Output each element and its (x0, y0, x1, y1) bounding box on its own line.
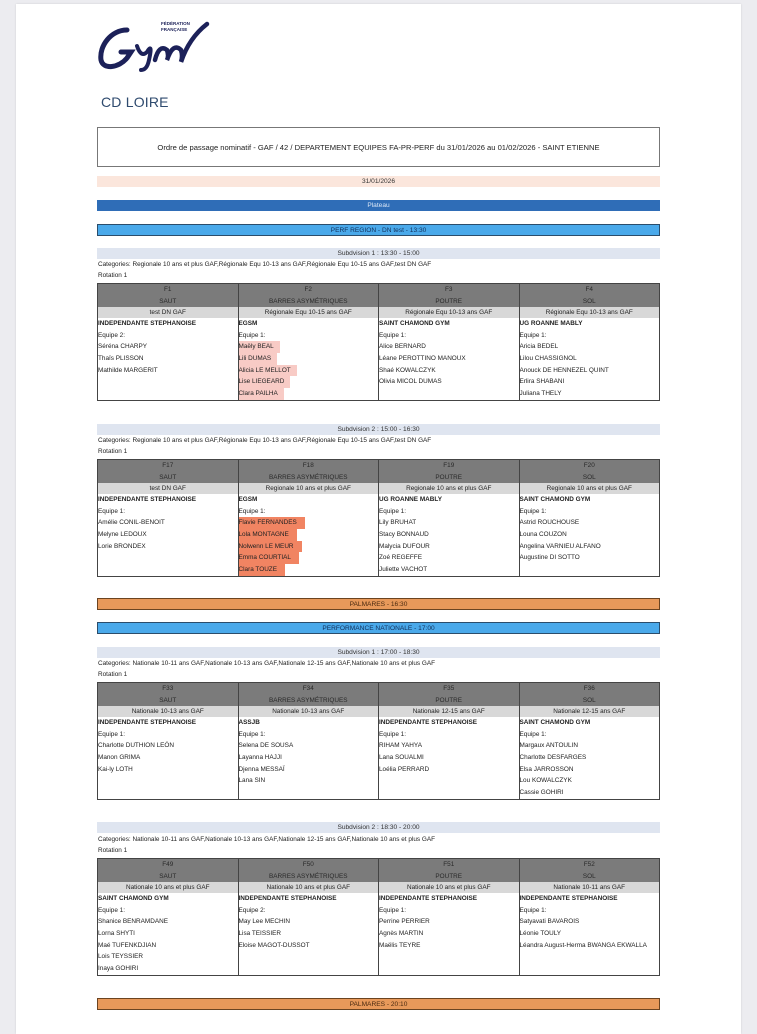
gymnast-name-text: Inaya GOHIRI (98, 965, 139, 973)
gymnast-name-text: Mathilde MARGERIT (98, 366, 158, 374)
gymnast-name-text: Eloise MAGOT-DUSSOT (238, 941, 310, 949)
gymnast-name (98, 517, 238, 529)
team-label: Equipe 1: (238, 507, 266, 515)
logo-subtitle-line2: FRANÇAISE (161, 27, 188, 32)
gymnast-name-text: Stacy BONNAUD (379, 531, 429, 539)
gymnast-name (520, 928, 660, 940)
team-label: Equipe 1: (519, 730, 547, 738)
gymnast-name (520, 541, 660, 553)
apparatus-header (379, 683, 520, 707)
logo-subtitle-line1: FÉDÉRATION (161, 21, 190, 26)
empty-row (98, 564, 238, 576)
categories-text: Categories: Nationale 10-11 ans GAF,Nationale 10-13 ans GAF,Nationale 12-15 ans GAF,Nationale 10 ans et plus GAF (98, 836, 435, 843)
station-code: F34 (302, 685, 314, 692)
gymnast-name-text: Lili DUMAS (239, 353, 278, 365)
team-label: Equipe 1: (519, 906, 547, 914)
gymnast-name (379, 916, 519, 928)
empty-row (98, 552, 238, 564)
gymnast-name-text: Anouck DE HENNEZEL QUINT (519, 366, 609, 374)
gymnast-name-text: Louna COUZON (519, 531, 567, 539)
gymnast-name-text: Lou KOWALCZYK (519, 777, 572, 785)
rotation-label: Rotation 1 (98, 847, 128, 854)
empty-row (379, 787, 519, 799)
gymnast-name-text: Selena DE SOUSA (238, 742, 294, 750)
team-cell (238, 717, 379, 799)
gymnast-name-text: Angelina VARNIEU ALFANO (519, 542, 601, 550)
category-cell: Régionale Equ 10-15 ans GAF (238, 307, 379, 318)
gymnast-name-text: Alice BERNARD (379, 343, 426, 351)
gymnast-name-text: Alicia LE MELLOT (239, 365, 297, 377)
gymnast-name (98, 752, 238, 764)
apparatus-name: POUTRE (435, 696, 463, 704)
team-label: Equipe 1: (238, 331, 266, 339)
gymnast-name-text: Lorie BRONDEX (98, 542, 146, 550)
category-cell: Regionale 10 ans et plus GAF (238, 483, 379, 494)
club-name: UG ROANNE MABLY (519, 320, 583, 327)
gymnast-name (379, 940, 519, 952)
apparatus-header (238, 284, 379, 308)
gymnast-name-text: Margaux ANTOULIN (519, 742, 578, 750)
category-cell: test DN GAF (98, 483, 239, 494)
apparatus-header (519, 683, 660, 707)
category-cell: Nationale 10-11 ans GAF (519, 882, 660, 893)
gymnast-name (520, 740, 660, 752)
club-name: INDEPENDANTE STEPHANOISE (519, 895, 618, 902)
subdivision-header: Subdvision 1 : 17:00 - 18:30 (97, 647, 660, 658)
apparatus-name: SOL (582, 696, 596, 704)
gymnast-name (520, 752, 660, 764)
apparatus-header (519, 284, 660, 308)
gymnast-name (520, 365, 660, 377)
gymnast-name-text: Clara TOUZE (239, 564, 285, 576)
club-name: INDEPENDANTE STEPHANOISE (379, 719, 478, 726)
apparatus-name: SAUT (159, 872, 177, 880)
apparatus-header (379, 284, 520, 308)
empty-row (520, 951, 660, 963)
gymnast-name (379, 928, 519, 940)
gymnast-name-text: Nolwenn LE MEUR (239, 541, 302, 553)
gymnast-name (98, 529, 238, 541)
gymnast-name (379, 764, 519, 776)
gymnast-name-text: Maëlis TEYRE (379, 941, 421, 949)
rotation-table (97, 283, 660, 401)
rotation-label: Rotation 1 (98, 671, 128, 678)
category-cell: Regionale 10 ans et plus GAF (379, 483, 520, 494)
apparatus-header (379, 859, 520, 883)
category-cell: Regionale 10 ans et plus GAF (519, 483, 660, 494)
category-cell: Nationale 10 ans et plus GAF (98, 882, 239, 893)
apparatus-name: SAUT (159, 473, 177, 481)
gymnast-name (239, 365, 379, 377)
empty-row (98, 388, 238, 400)
gymnast-name (239, 376, 379, 388)
gymnast-name (239, 353, 379, 365)
station-code: F18 (302, 462, 314, 469)
apparatus-name: POUTRE (435, 872, 463, 880)
gymnast-name (239, 775, 379, 787)
org-title: CD LOIRE (101, 94, 169, 110)
gymnast-name-text: Amélie CONIL-BENOIT (98, 519, 165, 527)
team-cell (379, 494, 520, 576)
apparatus-header (98, 284, 239, 308)
gymnast-name (98, 365, 238, 377)
gymnast-name (379, 752, 519, 764)
station-code: F36 (583, 685, 595, 692)
station-code: F19 (443, 462, 455, 469)
gymnast-name-text: Maé TUFENKDJIAN (98, 941, 157, 949)
gymnast-name (98, 764, 238, 776)
gymnast-name-text: Lise LIEGEARD (239, 376, 291, 388)
gymnast-name (520, 916, 660, 928)
gymnast-name-text: Melyne LEDOUX (98, 531, 147, 539)
station-code: F52 (583, 861, 595, 868)
gymnast-name-text: Zoé REGEFFE (379, 554, 422, 562)
apparatus-name: SOL (582, 473, 596, 481)
gymnast-name (379, 365, 519, 377)
gymnast-name-text: Shaé KOWALCZYK (379, 366, 436, 374)
gymnast-name-text: Kai-ly LOTH (98, 765, 133, 773)
gymnast-name (239, 388, 379, 400)
team-label: Equipe 1: (98, 906, 126, 914)
team-cell (238, 318, 379, 400)
apparatus-name: SAUT (159, 696, 177, 704)
station-code: F33 (162, 685, 174, 692)
category-cell: Nationale 10 ans et plus GAF (379, 882, 520, 893)
team-cell (379, 318, 520, 400)
gymnast-name (98, 740, 238, 752)
team-cell (98, 318, 239, 400)
gymnast-name-text: Lorna SHYTI (98, 930, 135, 938)
gymnast-name (379, 529, 519, 541)
document-page (16, 4, 741, 1034)
gymnast-name (98, 940, 238, 952)
gymnast-name (520, 940, 660, 952)
gymnast-name-text: Lilou CHASSIGNOL (519, 355, 577, 363)
team-label: Equipe 1: (238, 730, 266, 738)
station-code: F20 (583, 462, 595, 469)
gymnast-name (98, 951, 238, 963)
categories-text: Categories: Regionale 10 ans et plus GAF,Régionale Equ 10-13 ans GAF,Régionale Equ 10-15 ans GAF,test DN GAF (98, 261, 432, 268)
gymnast-name (239, 517, 379, 529)
gymnast-name (520, 764, 660, 776)
gymnast-name-text: Lois TEYSSIER (98, 953, 143, 961)
team-label: Equipe 1: (519, 507, 547, 515)
gymnast-name-text: Emma COURTIAL (239, 552, 299, 564)
club-name: ASSJB (238, 719, 260, 726)
category-cell: Nationale 10-13 ans GAF (98, 706, 239, 717)
gymnast-name (379, 740, 519, 752)
team-label: Equipe 1: (379, 906, 407, 914)
club-name: EGSM (238, 496, 258, 503)
gymnast-name (98, 541, 238, 553)
gymnast-name-text: Augustine DI SOTTO (519, 554, 580, 562)
gymnast-name (239, 740, 379, 752)
club-name: SAINT CHAMOND GYM (519, 496, 591, 503)
gymnast-name (239, 752, 379, 764)
gymnast-name-text: Lisa TEISSIER (238, 930, 282, 938)
gymnast-name-text: Djenna MESSAÏ (238, 765, 285, 773)
team-cell (98, 717, 239, 799)
gymnast-name (520, 517, 660, 529)
session-header: PERF REGION - DN test - 13:30 (97, 224, 660, 236)
plateau-bar: Plateau (97, 200, 660, 211)
gymnast-name-text: Layanna HAJJI (238, 754, 282, 762)
gymnast-name (520, 388, 660, 400)
gymnast-name (239, 928, 379, 940)
team-cell (98, 494, 239, 576)
team-cell (519, 893, 660, 975)
team-cell (379, 717, 520, 799)
station-code: F17 (162, 462, 174, 469)
apparatus-header (238, 859, 379, 883)
gymnast-name-text: Lana SOUALMI (379, 754, 424, 762)
station-code: F50 (302, 861, 314, 868)
rotation-table (97, 459, 660, 577)
gymnast-name-text: Erlira SHABANI (519, 378, 565, 386)
category-cell: test DN GAF (98, 307, 239, 318)
empty-row (379, 388, 519, 400)
club-name: SAINT CHAMOND GYM (519, 719, 591, 726)
empty-row (379, 775, 519, 787)
empty-row (520, 963, 660, 975)
station-code: F4 (585, 286, 593, 293)
gymnast-name (520, 775, 660, 787)
empty-row (98, 787, 238, 799)
gymnast-name (520, 376, 660, 388)
gymnast-name (98, 341, 238, 353)
team-label: Equipe 2: (98, 331, 126, 339)
gymnast-name-text: Juliana THELY (519, 390, 562, 398)
gymnast-name (520, 353, 660, 365)
session-header: PERFORMANCE NATIONALE - 17:00 (97, 622, 660, 634)
gymnast-name (379, 353, 519, 365)
station-code: F2 (304, 286, 312, 293)
station-code: F1 (164, 286, 172, 293)
team-cell (238, 494, 379, 576)
gymnast-name-text: Léonie TOULY (519, 930, 562, 938)
gymnast-name (239, 341, 379, 353)
gymnast-name (239, 940, 379, 952)
document-title: Ordre de passage nominatif - GAF / 42 / DEPARTEMENT EQUIPES FA-PR-PERF du 31/01/2026 au 01/02/2026 - SAINT ETIENNE (97, 127, 660, 167)
apparatus-name: BARRES ASYMÉTRIQUES (269, 872, 348, 880)
gymnast-name (520, 787, 660, 799)
empty-row (239, 951, 379, 963)
club-name: INDEPENDANTE STEPHANOISE (379, 895, 478, 902)
gymnast-name (379, 376, 519, 388)
gymnast-name-text: Agnès MARTIN (379, 930, 424, 938)
apparatus-header (379, 460, 520, 484)
apparatus-name: POUTRE (435, 297, 463, 305)
team-cell (519, 318, 660, 400)
gymnast-name (239, 764, 379, 776)
apparatus-header (98, 460, 239, 484)
gymnast-name-text: Flavie FERNANDES (239, 517, 305, 529)
club-name: INDEPENDANTE STEPHANOISE (238, 895, 337, 902)
gymnast-name-text: Charlotte DESFARGES (519, 754, 587, 762)
gymnast-name (379, 564, 519, 576)
empty-row (239, 963, 379, 975)
gymnast-name (239, 529, 379, 541)
club-name: EGSM (238, 320, 258, 327)
apparatus-header (238, 683, 379, 707)
station-code: F51 (443, 861, 455, 868)
gymnast-name-text: Loélia PERRARD (379, 765, 430, 773)
gymnast-name-text: Lola MONTAGNE (239, 529, 297, 541)
gymnast-name-text: Perrine PERRIER (379, 918, 430, 926)
gymnast-name (98, 353, 238, 365)
gymnast-name-text: Lana SIN (238, 777, 266, 785)
apparatus-name: POUTRE (435, 473, 463, 481)
gymnast-name (239, 552, 379, 564)
apparatus-header (98, 683, 239, 707)
subdivision-header: Subdvision 2 : 15:00 - 16:30 (97, 424, 660, 435)
team-label: Equipe 1: (379, 507, 407, 515)
team-label: Equipe 1: (519, 331, 547, 339)
gymnast-name (379, 341, 519, 353)
gymnast-name-text: Elsa JARROSSON (519, 765, 574, 773)
category-cell: Nationale 10 ans et plus GAF (238, 882, 379, 893)
gymnast-name-text: Maëly BEAL (239, 341, 280, 353)
rotation-table (97, 858, 660, 976)
gymnast-name-text: May Lee MECHIN (238, 918, 290, 926)
gymnast-name-text: Charlotte DUTHION LEÓN (98, 742, 174, 750)
gymnast-name (98, 928, 238, 940)
empty-row (98, 775, 238, 787)
gymnast-name (239, 916, 379, 928)
palmares-bar: PALMARES - 16:30 (97, 598, 660, 610)
category-cell: Nationale 12-15 ans GAF (379, 706, 520, 717)
team-label: Equipe 1: (379, 331, 407, 339)
gymnast-name (520, 341, 660, 353)
empty-row (239, 787, 379, 799)
gymnast-name-text: Léane PEROTTINO MANOUX (379, 355, 466, 363)
gymnast-name-text: Cassie GOHIRI (519, 789, 564, 797)
team-cell (238, 893, 379, 975)
ffgym-logo (97, 16, 215, 74)
team-cell (379, 893, 520, 975)
team-cell (98, 893, 239, 975)
gymnast-name-text: Lily BRUHAT (379, 519, 417, 527)
gymnast-name-text: RIHAM YAHYA (379, 742, 422, 750)
station-code: F3 (445, 286, 453, 293)
empty-row (98, 376, 238, 388)
category-cell: Nationale 12-15 ans GAF (519, 706, 660, 717)
team-label: Equipe 1: (379, 730, 407, 738)
team-label: Equipe 1: (98, 730, 126, 738)
club-name: INDEPENDANTE STEPHANOISE (98, 320, 197, 327)
gymnast-name (379, 552, 519, 564)
apparatus-name: BARRES ASYMÉTRIQUES (269, 696, 348, 704)
gymnast-name-text: Malycia DUFOUR (379, 542, 430, 550)
apparatus-name: SOL (582, 872, 596, 880)
team-cell (519, 494, 660, 576)
gymnast-name (520, 529, 660, 541)
categories-text: Categories: Nationale 10-11 ans GAF,Nationale 10-13 ans GAF,Nationale 12-15 ans GAF,Nationale 10 ans et plus GAF (98, 660, 435, 667)
club-name: INDEPENDANTE STEPHANOISE (98, 496, 197, 503)
category-cell: Régionale Equ 10-13 ans GAF (379, 307, 520, 318)
gymnast-name (239, 564, 379, 576)
gymnast-name-text: Olivia MICOL DUMAS (379, 378, 442, 386)
team-label: Equipe 1: (98, 507, 126, 515)
club-name: INDEPENDANTE STEPHANOISE (98, 719, 197, 726)
apparatus-header (519, 859, 660, 883)
subdivision-header: Subdvision 2 : 18:30 - 20:00 (97, 822, 660, 833)
gymnast-name (520, 552, 660, 564)
club-name: SAINT CHAMOND GYM (379, 320, 450, 327)
gymnast-name-text: Astrid ROUCHOUSE (519, 519, 580, 527)
gymnast-name-text: Aricia BEDEL (519, 343, 559, 351)
gymnast-name (379, 517, 519, 529)
date-bar: 31/01/2026 (97, 176, 660, 187)
palmares-bar: PALMARES - 20:10 (97, 998, 660, 1010)
apparatus-header (238, 460, 379, 484)
subdivision-header: Subdvision 1 : 13:30 - 15:00 (97, 248, 660, 259)
gymnast-name-text: Séréna CHARPY (98, 343, 148, 351)
gymnast-name-text: Clara PAILHA (239, 388, 284, 400)
empty-row (520, 564, 660, 576)
station-code: F49 (162, 861, 174, 868)
gymnast-name-text: Manon GRIMA (98, 754, 141, 762)
gymnast-name (98, 963, 238, 975)
station-code: F35 (443, 685, 455, 692)
apparatus-name: SOL (582, 297, 596, 305)
categories-text: Categories: Regionale 10 ans et plus GAF,Régionale Equ 10-13 ans GAF,Régionale Equ 10-15 ans GAF,test DN GAF (98, 437, 432, 444)
club-name: SAINT CHAMOND GYM (98, 895, 169, 902)
gymnast-name-text: Satyavati BAVAROIS (519, 918, 580, 926)
gymnast-name-text: Juliette VACHOT (379, 566, 428, 574)
category-cell: Nationale 10-13 ans GAF (238, 706, 379, 717)
apparatus-header (98, 859, 239, 883)
rotation-label: Rotation 1 (98, 272, 128, 279)
gymnast-name (379, 541, 519, 553)
team-cell (519, 717, 660, 799)
empty-row (379, 963, 519, 975)
category-cell: Régionale Equ 10-13 ans GAF (519, 307, 660, 318)
club-name: UG ROANNE MABLY (379, 496, 442, 503)
apparatus-name: SAUT (159, 297, 177, 305)
gymnast-name (98, 916, 238, 928)
apparatus-name: BARRES ASYMÉTRIQUES (269, 473, 348, 481)
rotation-label: Rotation 1 (98, 448, 128, 455)
gymnast-name (239, 541, 379, 553)
gymnast-name-text: Léandra August-Herma BWANGA EKWALLA (519, 941, 647, 949)
gymnast-name-text: Shanice BENRAMDANE (98, 918, 168, 926)
empty-row (379, 951, 519, 963)
gymnast-name-text: Thaïs PLISSON (98, 355, 144, 363)
rotation-table (97, 682, 660, 800)
apparatus-header (519, 460, 660, 484)
apparatus-name: BARRES ASYMÉTRIQUES (269, 297, 348, 305)
team-label: Equipe 2: (238, 906, 266, 914)
